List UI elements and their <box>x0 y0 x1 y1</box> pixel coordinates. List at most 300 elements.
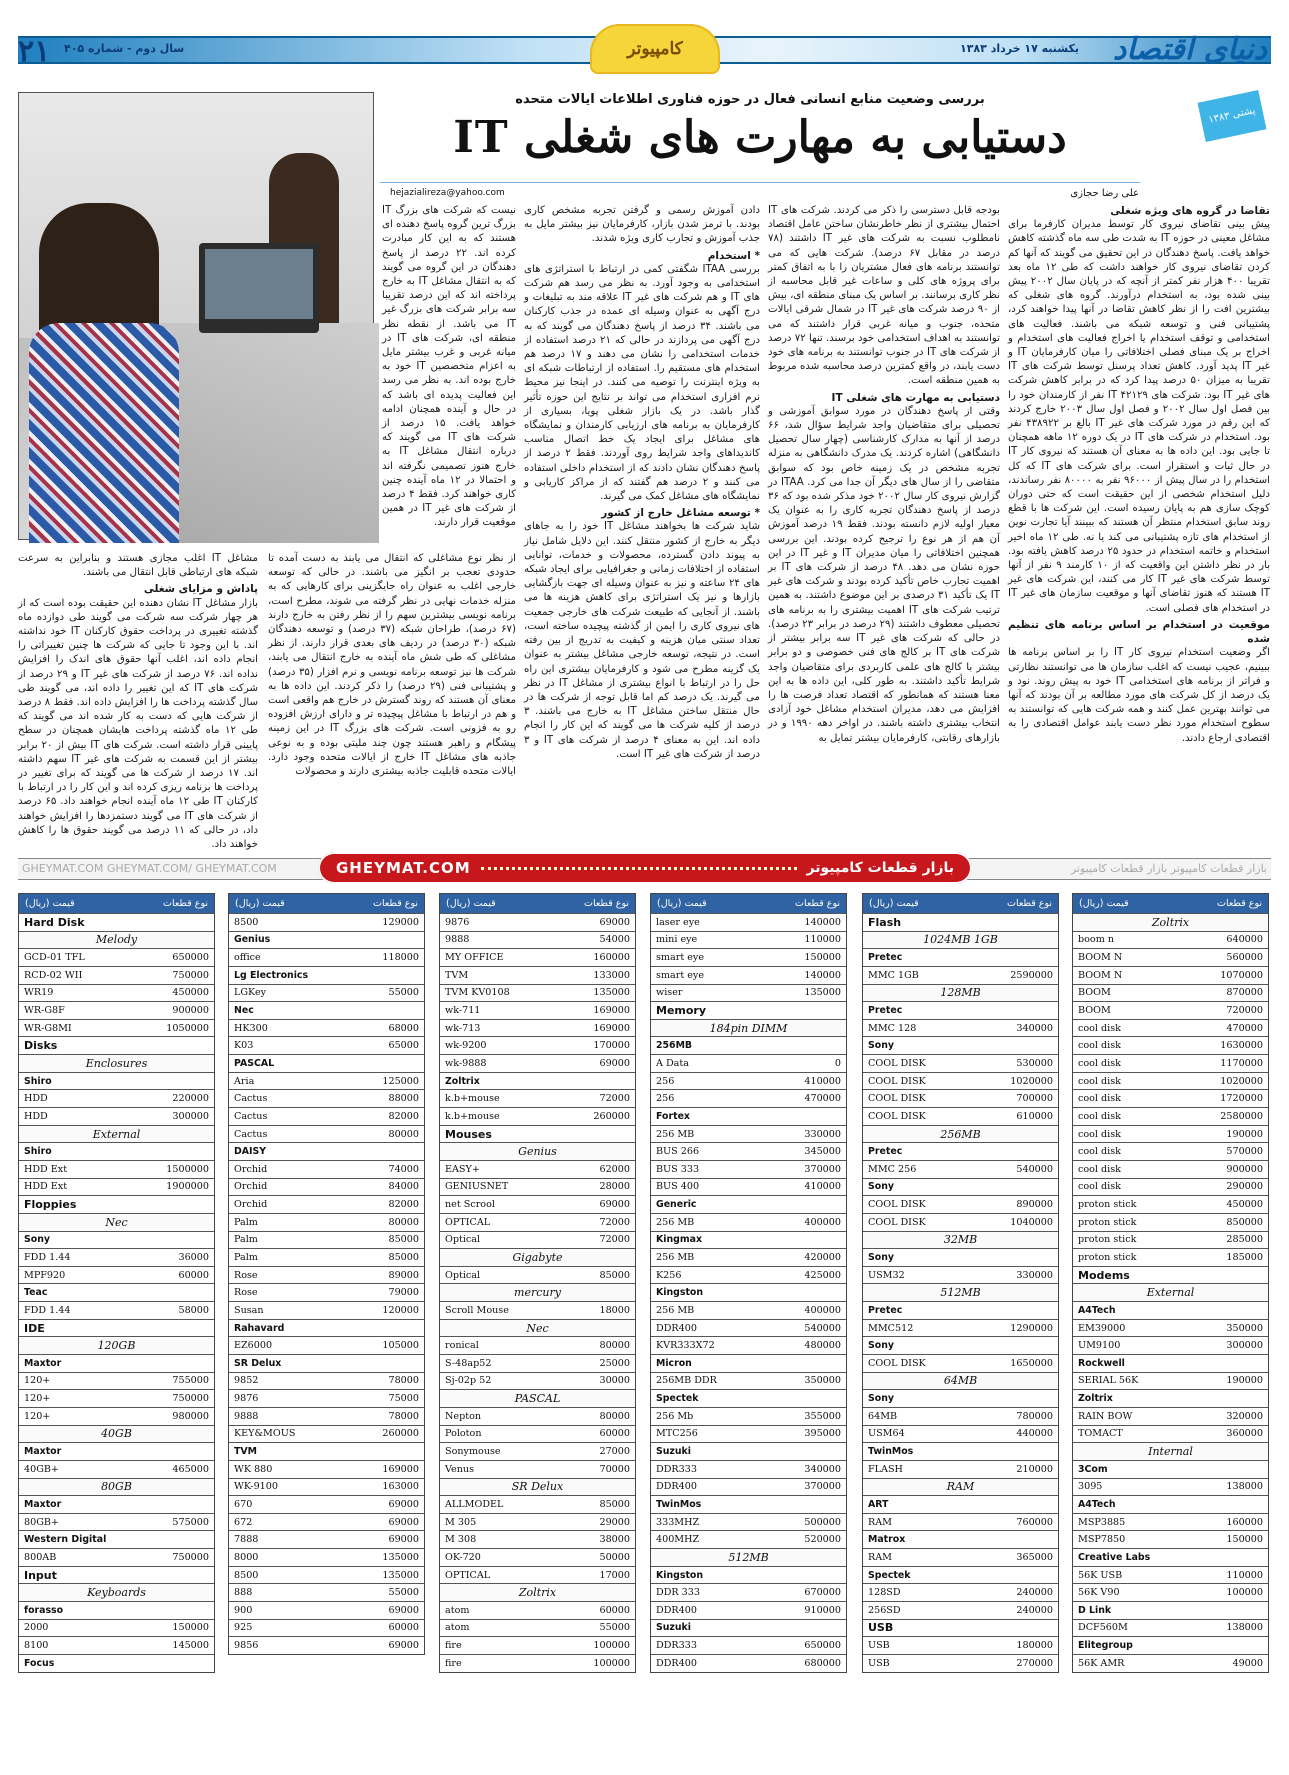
item-name: cool disk <box>1078 1181 1121 1193</box>
item-name: Maxtor <box>24 1357 62 1369</box>
subcategory-row <box>863 1478 1058 1496</box>
table-row <box>19 984 214 1002</box>
item-price: 118000 <box>382 952 419 964</box>
item-name: Rose <box>234 1287 258 1299</box>
item-name: 128SD <box>868 1587 901 1599</box>
item-name: TVM <box>445 969 469 981</box>
item-name: DDR 333 <box>656 1587 700 1599</box>
category-row <box>19 1566 214 1584</box>
item-price: 135000 <box>382 1569 419 1581</box>
item-name: 56K USB <box>1078 1569 1123 1581</box>
item-name: 9856 <box>234 1640 259 1652</box>
table-row <box>440 1178 635 1196</box>
column-heading: * استخدام <box>707 249 760 262</box>
item-price: 260000 <box>593 1110 630 1122</box>
table-row <box>1073 1125 1268 1143</box>
table-row <box>1073 1001 1268 1019</box>
price-table-header <box>1073 894 1268 913</box>
item-price: 82000 <box>388 1110 419 1122</box>
item-name: BUS 333 <box>656 1163 700 1175</box>
item-price: 190000 <box>1226 1128 1263 1140</box>
item-name: HK300 <box>234 1022 268 1034</box>
item-price: 18000 <box>599 1304 630 1316</box>
table-row <box>863 1266 1058 1284</box>
item-price: 78000 <box>388 1410 419 1422</box>
subcategory-row <box>651 1019 846 1037</box>
table-row <box>229 1195 424 1213</box>
table-row <box>651 1336 846 1354</box>
subcategory-row <box>440 1142 635 1160</box>
item-name: Modems <box>1078 1268 1130 1282</box>
brand-row <box>19 1654 214 1672</box>
table-row <box>440 1460 635 1478</box>
item-name: Sonymouse <box>445 1446 501 1458</box>
item-price: 220000 <box>172 1093 209 1105</box>
column-heading: * توسعه مشاغل خارج از کشور <box>601 507 760 520</box>
table-row <box>440 1001 635 1019</box>
table-row <box>19 1178 214 1196</box>
table-row <box>229 1619 424 1637</box>
item-name: USB <box>868 1640 890 1652</box>
table-row <box>19 1548 214 1566</box>
subcategory-row <box>1073 913 1268 931</box>
item-name: cool disk <box>1078 1075 1121 1087</box>
item-price: 450000 <box>172 987 209 999</box>
brand-row <box>229 1354 424 1372</box>
item-name: 40GB+ <box>24 1463 59 1475</box>
item-name: 8500 <box>234 1569 259 1581</box>
item-name: RAM <box>868 1516 892 1528</box>
table-row <box>651 1160 846 1178</box>
item-price: 1290000 <box>1010 1322 1053 1334</box>
item-name: SR Delux <box>511 1480 564 1494</box>
item-price: 160000 <box>1226 1516 1263 1528</box>
item-name: 8500 <box>234 916 259 928</box>
table-row <box>229 1301 424 1319</box>
table-row <box>651 1407 846 1425</box>
item-name: RAM <box>946 1480 975 1494</box>
item-price: 28000 <box>599 1181 630 1193</box>
item-price: 2580000 <box>1220 1110 1263 1122</box>
item-name: OK-720 <box>445 1551 481 1563</box>
table-row <box>863 1160 1058 1178</box>
category-row <box>19 913 214 931</box>
item-name: cool disk <box>1078 1022 1121 1034</box>
item-name: Focus <box>24 1657 55 1669</box>
table-row <box>440 1601 635 1619</box>
brand-row <box>229 1001 424 1019</box>
item-price: 420000 <box>804 1251 841 1263</box>
item-name: 56K V90 <box>1078 1587 1120 1599</box>
item-name: WR-G8MI <box>24 1022 72 1034</box>
item-price: 680000 <box>804 1657 841 1669</box>
table-row <box>863 1425 1058 1443</box>
table-row <box>651 913 846 931</box>
table-row <box>229 1425 424 1443</box>
item-name: 80GB <box>101 1480 132 1494</box>
item-name: Hard Disk <box>24 915 85 929</box>
item-price: 17000 <box>599 1569 630 1581</box>
table-row <box>863 1107 1058 1125</box>
item-price: 340000 <box>1016 1022 1053 1034</box>
item-price: 650000 <box>172 952 209 964</box>
item-name: Rahavard <box>234 1322 285 1334</box>
item-price: 125000 <box>382 1075 419 1087</box>
table-row <box>440 913 635 931</box>
item-name: EASY+ <box>445 1163 480 1175</box>
brand-row <box>19 1442 214 1460</box>
column-paragraph: نیست که شرکت های بزرگ IT بزرگ ترین گروه پاسخ دهنده ای هستند که به این کار مبادرت کرده اند. ۲۲ درصد از پاسخ دهندگان در این گروه می گویند که به انتقال مشاغل IT به خارج پرداخته اند که این درصد تقریبا سه برابر شرکت های بزرگ غیر IT می باشد. از نقطه نظر منطقه ای، شرکت های IT در میانه غربی و غرب بیشتر مایل به اعزام متخصصین IT خود به خارج بوده اند. به نظر می رسد این فعالیت پدیده ای باشد که در حال و آینده همچنان ادامه خواهد یافت. ۱۵ درصد از شرکت های IT می گویند که درباره انتقال مشاغل IT به خارج هنوز تصمیمی نگرفته اند و احتمالا در ۱۲ ماه آینده چنین کاری خواهند کرد. فقط ۴ درصد از شرکت های غیر IT در همین موقعیت قرار دارند. <box>382 205 517 529</box>
item-price: 345000 <box>804 1146 841 1158</box>
item-name: DCF560M <box>1078 1622 1128 1634</box>
table-row <box>229 1513 424 1531</box>
item-name: 9852 <box>234 1375 259 1387</box>
item-name: 400MHZ <box>656 1534 700 1546</box>
item-price: 69000 <box>388 1516 419 1528</box>
table-row <box>1073 1107 1268 1125</box>
item-name: cool disk <box>1078 1128 1121 1140</box>
item-price: 750000 <box>172 969 209 981</box>
table-row <box>1073 1478 1268 1496</box>
item-price: 74000 <box>388 1163 419 1175</box>
item-name: COOL DISK <box>868 1075 926 1087</box>
table-row <box>651 1266 846 1284</box>
item-name: cool disk <box>1078 1110 1121 1122</box>
item-name: Rockwell <box>1078 1357 1125 1369</box>
table-row <box>440 1160 635 1178</box>
item-name: Sony <box>868 1181 894 1193</box>
column-heading: موقعیت در استخدام بر اساس برنامه های تنظیم شده <box>1008 618 1270 646</box>
item-name: BOOM <box>1078 987 1111 999</box>
table-row <box>863 1072 1058 1090</box>
table-row <box>863 1019 1058 1037</box>
item-name: Susan <box>234 1304 264 1316</box>
item-name: S-48ap52 <box>445 1357 492 1369</box>
item-name: 256 Mb <box>656 1410 694 1422</box>
item-price: 60000 <box>599 1604 630 1616</box>
item-name: Poloton <box>445 1428 482 1440</box>
item-name: 888 <box>234 1587 253 1599</box>
item-name: wk-9888 <box>445 1057 487 1069</box>
table-row <box>19 1248 214 1266</box>
item-name: TVM <box>234 1446 257 1458</box>
item-name: Kingmax <box>656 1234 703 1246</box>
item-price: 750000 <box>172 1393 209 1405</box>
item-price: 560000 <box>1226 952 1263 964</box>
table-row <box>863 1601 1058 1619</box>
subcategory-row <box>19 1125 214 1143</box>
table-row <box>1073 1160 1268 1178</box>
item-name: External <box>92 1127 141 1141</box>
item-name: Sony <box>868 1340 894 1352</box>
item-name: wiser <box>656 987 683 999</box>
item-name: 256 MB <box>656 1251 695 1263</box>
subcategory-row <box>19 1478 214 1496</box>
item-name: Suzuki <box>656 1446 692 1458</box>
item-name: MTC256 <box>656 1428 698 1440</box>
item-price: 29000 <box>599 1516 630 1528</box>
subcategory-row <box>440 1583 635 1601</box>
item-name: Genius <box>234 934 271 946</box>
table-row <box>229 1407 424 1425</box>
table-row <box>651 1125 846 1143</box>
item-name: BUS 400 <box>656 1181 700 1193</box>
item-name: 333MHZ <box>656 1516 700 1528</box>
item-name: ronical <box>445 1340 479 1352</box>
item-price: 870000 <box>1226 987 1263 999</box>
item-price: 290000 <box>1226 1181 1263 1193</box>
brand-row <box>863 1301 1058 1319</box>
item-name: 56K AMR <box>1078 1657 1125 1669</box>
item-price: 150000 <box>804 952 841 964</box>
table-row <box>863 1460 1058 1478</box>
table-row <box>440 1425 635 1443</box>
item-name: GENIUSNET <box>445 1181 509 1193</box>
item-name: wk-713 <box>445 1022 481 1034</box>
item-name: 9876 <box>234 1393 259 1405</box>
item-name: mini eye <box>656 934 698 946</box>
item-price: 755000 <box>172 1375 209 1387</box>
brand-row <box>863 1178 1058 1196</box>
item-name: cool disk <box>1078 1146 1121 1158</box>
brand-row <box>863 1442 1058 1460</box>
table-row <box>863 1513 1058 1531</box>
brand-row <box>651 1231 846 1249</box>
item-name: Flash <box>868 915 902 929</box>
table-row <box>651 1142 846 1160</box>
photo-shirt <box>29 323 179 543</box>
item-name: COOL DISK <box>868 1216 926 1228</box>
header-price: قیمت (ریال) <box>1079 898 1129 909</box>
item-name: Venus <box>445 1463 475 1475</box>
item-price: 27000 <box>599 1446 630 1458</box>
item-name: Orchid <box>234 1199 268 1211</box>
header-name: نوع قطعات <box>584 898 629 909</box>
table-row <box>1073 1142 1268 1160</box>
brand-row <box>651 1566 846 1584</box>
table-row <box>19 1460 214 1478</box>
item-name: COOL DISK <box>868 1093 926 1105</box>
item-name: Cactus <box>234 1110 268 1122</box>
table-row <box>440 1336 635 1354</box>
item-price: 900000 <box>1226 1163 1263 1175</box>
item-name: k.b+mouse <box>445 1110 500 1122</box>
item-name: 256MB <box>940 1127 981 1141</box>
item-name: Palm <box>234 1234 258 1246</box>
item-price: 395000 <box>804 1428 841 1440</box>
brand-row <box>229 1442 424 1460</box>
table-row <box>1073 984 1268 1002</box>
item-name: Floppies <box>24 1198 77 1212</box>
item-price: 340000 <box>804 1463 841 1475</box>
item-name: 512MB <box>940 1286 981 1300</box>
item-name: 9876 <box>445 916 470 928</box>
table-row <box>1073 1319 1268 1337</box>
item-name: DDR400 <box>656 1604 697 1616</box>
item-name: cool disk <box>1078 1040 1121 1052</box>
item-name: 120+ <box>24 1393 51 1405</box>
table-row <box>19 1619 214 1637</box>
item-price: 1170000 <box>1220 1057 1263 1069</box>
price-table-header <box>229 894 424 913</box>
item-name: 40GB <box>101 1427 132 1441</box>
item-name: laser eye <box>656 916 700 928</box>
item-price: 135000 <box>593 987 630 999</box>
item-price: 450000 <box>1226 1199 1263 1211</box>
item-price: 78000 <box>388 1375 419 1387</box>
table-row <box>440 1654 635 1672</box>
item-name: 184pin DIMM <box>709 1021 788 1035</box>
item-name: Zoltrix <box>445 1075 480 1087</box>
table-row <box>229 1160 424 1178</box>
item-name: fire <box>445 1657 462 1669</box>
item-price: 138000 <box>1226 1481 1263 1493</box>
item-price: 145000 <box>172 1640 209 1652</box>
column-paragraph: مشاغل IT اغلب مجازی هستند و بنابراین به سرعت شبکه های ارتباطی قابل انتقال می باشند. <box>18 553 258 579</box>
price-table-5 <box>862 893 1059 1673</box>
table-row <box>651 1089 846 1107</box>
item-name: Palm <box>234 1216 258 1228</box>
item-price: 50000 <box>599 1551 630 1563</box>
item-name: wk-9200 <box>445 1040 487 1052</box>
table-row <box>440 1213 635 1231</box>
table-row <box>651 1054 846 1072</box>
subcategory-row <box>1073 1283 1268 1301</box>
column-paragraph: از نظر نوع مشاغلی که انتقال می یابند به دست آمده تا حدودی تعجب بر انگیز می باشند. در حالی که توسعه خارجی اغلب به عنوان راه جایگزینی برای کارهایی که به منزله خدمات نهایی در نظر گرفته می شوند، مطرح است، برنامه نویسی بیشترین سهم را از نظر رفتن به خارج دارند (۶۷ درصد)، طراحان شبکه (۳۷ درصد) و توسعه دهندگان شبکه (۳۰ درصد) در ردیف های بعدی قرار دارند. از نظر مشاغلی که طی شش ماه آینده به خارج انتقال می یابند، شرکت ها نیز توسعه برنامه نویسی و نرم افزار (۳۵ درصد) و پشتیبانی فنی (۲۹ درصد) را ذکر کردند. این داده ها به معنای آن هستند که روند گسترش در خارج هم واقعی است و هم در ارتباط با مشاغل پیچیده تر و دارای ارزش افزوده رو به فزونی است. شرکت های بزرگ IT در این زمینه پیشگام و راهبر هستند چون چند ملیتی بوده و به نوعی جاذبه های مشاغل IT خارج از ایالات متحده وجود دارد. ایالات متحده قابلیت جاذبه بیشتری دارند و محصولات <box>268 553 517 778</box>
item-price: 650000 <box>804 1640 841 1652</box>
table-row <box>863 966 1058 984</box>
item-name: 900 <box>234 1604 253 1616</box>
item-name: MMC 128 <box>868 1022 917 1034</box>
item-price: 365000 <box>1016 1551 1053 1563</box>
item-price: 270000 <box>1016 1657 1053 1669</box>
subcategory-row <box>651 1548 846 1566</box>
item-name: Shiro <box>24 1075 52 1087</box>
item-price: 100000 <box>593 1657 630 1669</box>
table-row <box>651 1072 846 1090</box>
price-table-header <box>19 894 214 913</box>
table-row <box>19 1513 214 1531</box>
item-name: 64MB <box>943 1374 978 1388</box>
category-row <box>440 1125 635 1143</box>
author-email: hejazialireza@yahoo.com <box>390 188 505 198</box>
item-name: A4Tech <box>1078 1498 1116 1510</box>
item-price: 1900000 <box>166 1181 209 1193</box>
section-badge: کامپیوتر <box>590 24 720 74</box>
item-name: Gigabyte <box>512 1250 563 1264</box>
item-price: 350000 <box>1226 1322 1263 1334</box>
table-row <box>19 1001 214 1019</box>
item-name: Optical <box>445 1269 481 1281</box>
table-row <box>19 1266 214 1284</box>
item-name: Kingston <box>656 1287 704 1299</box>
item-name: 512MB <box>728 1550 769 1564</box>
item-price: 980000 <box>172 1410 209 1422</box>
item-price: 850000 <box>1226 1216 1263 1228</box>
item-name: Zoltrix <box>518 1586 557 1600</box>
subcategory-row <box>863 1372 1058 1390</box>
item-price: 350000 <box>804 1375 841 1387</box>
item-name: BUS 266 <box>656 1146 700 1158</box>
brand-row <box>651 1195 846 1213</box>
item-name: 64MB <box>868 1410 898 1422</box>
table-row <box>440 1566 635 1584</box>
item-price: 129000 <box>382 916 419 928</box>
table-row <box>440 1372 635 1390</box>
price-table-6 <box>1072 893 1269 1673</box>
item-name: MY OFFICE <box>445 952 504 964</box>
header-name: نوع قطعات <box>373 898 418 909</box>
item-price: 80000 <box>388 1216 419 1228</box>
item-price: 79000 <box>388 1287 419 1299</box>
item-name: Scroll Mouse <box>445 1304 509 1316</box>
item-price: 750000 <box>172 1551 209 1563</box>
item-price: 140000 <box>804 969 841 981</box>
item-name: 800AB <box>24 1551 57 1563</box>
table-row <box>440 1054 635 1072</box>
subcategory-row <box>19 931 214 949</box>
item-name: RCD-02 WII <box>24 969 83 981</box>
item-name: cool disk <box>1078 1093 1121 1105</box>
item-price: 575000 <box>172 1516 209 1528</box>
item-price: 465000 <box>172 1463 209 1475</box>
item-price: 640000 <box>1226 934 1263 946</box>
item-price: 1630000 <box>1220 1040 1263 1052</box>
table-row <box>440 1636 635 1654</box>
brand-row <box>863 1142 1058 1160</box>
item-name: Input <box>24 1568 57 1582</box>
table-row <box>19 1107 214 1125</box>
category-row <box>19 1036 214 1054</box>
brand-row <box>651 1354 846 1372</box>
item-price: 480000 <box>804 1340 841 1352</box>
table-row <box>863 1054 1058 1072</box>
item-price: 72000 <box>599 1234 630 1246</box>
table-row <box>651 1425 846 1443</box>
table-row <box>1073 1036 1268 1054</box>
table-row <box>651 1178 846 1196</box>
item-price: 890000 <box>1016 1199 1053 1211</box>
table-row <box>19 1407 214 1425</box>
table-row <box>19 1019 214 1037</box>
brand-row <box>19 1072 214 1090</box>
table-row <box>229 1583 424 1601</box>
item-name: DDR400 <box>656 1481 697 1493</box>
table-row <box>440 1407 635 1425</box>
item-name: COOL DISK <box>868 1357 926 1369</box>
item-price: 2590000 <box>1010 969 1053 981</box>
category-row <box>863 1619 1058 1637</box>
item-name: Maxtor <box>24 1446 62 1458</box>
table-row <box>863 1319 1058 1337</box>
table-row <box>229 1530 424 1548</box>
item-name: Kingston <box>656 1569 704 1581</box>
item-name: 32MB <box>943 1233 978 1247</box>
item-name: D Link <box>1078 1604 1112 1616</box>
table-row <box>440 1231 635 1249</box>
item-name: Western Digital <box>24 1534 107 1546</box>
table-row <box>19 1389 214 1407</box>
item-price: 88000 <box>388 1093 419 1105</box>
item-name: 925 <box>234 1622 253 1634</box>
item-name: cool disk <box>1078 1057 1121 1069</box>
item-price: 540000 <box>1016 1163 1053 1175</box>
table-row <box>19 1636 214 1654</box>
item-name: USM64 <box>868 1428 905 1440</box>
item-price: 60000 <box>178 1269 209 1281</box>
item-price: 69000 <box>388 1604 419 1616</box>
brand-row <box>863 1336 1058 1354</box>
